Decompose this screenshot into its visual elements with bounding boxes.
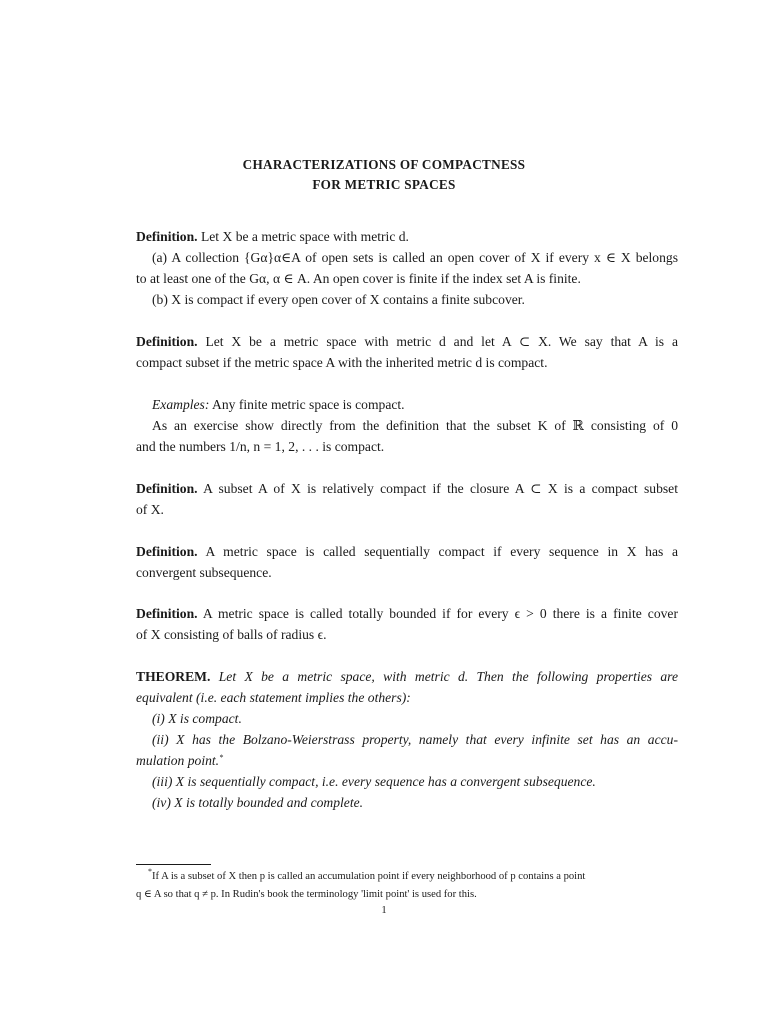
theorem-line-1 xyxy=(136,669,678,685)
theorem-item-i: (i) X is compact. xyxy=(152,711,242,726)
definition-5-line-1 xyxy=(136,606,678,622)
theorem-item-ii-line-1: (ii) X has the Bolzano-Weierstrass property, namely that every infinite set has an accu- xyxy=(152,732,678,747)
footnote-mark: * xyxy=(148,867,152,876)
examples-label: Examples: xyxy=(152,397,210,412)
examples-line-1 xyxy=(152,397,678,413)
theorem-item-ii-text: mulation point. xyxy=(136,753,220,768)
footnote-line-2: q ∈ A so that q ≠ p. In Rudin's book the terminology 'limit point' is used for this. xyxy=(136,889,477,900)
definition-2-line-1 xyxy=(136,334,678,350)
definition-4-text: A metric space is called sequentially compact if every sequence in X has a xyxy=(205,544,678,559)
theorem-text: Let X be a metric space, with metric d. Then the following properties are xyxy=(218,669,678,684)
footnote-line-1 xyxy=(148,867,678,883)
definition-5-line-2: of X consisting of balls of radius ϵ. xyxy=(136,627,327,642)
title-line-2: FOR METRIC SPACES xyxy=(312,177,456,192)
theorem-item-iii: (iii) X is sequentially compact, i.e. every sequence has a convergent subsequence. xyxy=(152,774,596,789)
definition-4-line-2: convergent subsequence. xyxy=(136,565,272,580)
definition-2-text: Let X be a metric space with metric d and let A ⊂ X. We say that A is a xyxy=(205,334,678,349)
definition-2-line-2: compact subset if the metric space A with the inherited metric d is compact. xyxy=(136,355,548,370)
definition-5-text: A metric space is called totally bounded if for every ϵ > 0 there is a finite cover xyxy=(202,606,678,621)
title-line-1: CHARACTERIZATIONS OF COMPACTNESS xyxy=(242,157,526,172)
examples-text: Any finite metric space is compact. xyxy=(212,397,405,412)
theorem-item-ii-line-2 xyxy=(136,753,678,769)
definition-4-heading: Definition. xyxy=(136,544,198,559)
definition-1-a-line-1: (a) A collection {Gα}α∈A of open sets is called an open cover of X if every x ∈ X belongs xyxy=(152,250,678,265)
definition-1-a-line-2: to at least one of the Gα, α ∈ A. An open cover is finite if the index set A is finite. xyxy=(136,271,581,286)
definition-1-intro xyxy=(136,229,678,245)
definition-3-line-2: of X. xyxy=(136,502,164,517)
page-number: 1 xyxy=(381,905,387,916)
definition-1-text: Let X be a metric space with metric d. xyxy=(200,229,409,244)
definition-3-text: A subset A of X is relatively compact if the closure A ⊂ X is a compact subset xyxy=(203,481,678,496)
definition-4-line-1 xyxy=(136,544,678,560)
theorem-heading: THEOREM. xyxy=(136,669,211,684)
definition-3-heading: Definition. xyxy=(136,481,198,496)
definition-3-line-1 xyxy=(136,481,678,497)
definition-1-heading: Definition. xyxy=(136,229,198,244)
theorem-item-iv: (iv) X is totally bounded and complete. xyxy=(152,795,364,810)
definition-2-heading: Definition. xyxy=(136,334,198,349)
definition-1-b-line: (b) X is compact if every open cover of X contains a finite subcover. xyxy=(152,292,525,307)
examples-line-2: As an exercise show directly from the definition that the subset K of ℝ consisting of 0 xyxy=(152,418,678,433)
definition-5-heading: Definition. xyxy=(136,606,198,621)
footnote-divider xyxy=(136,864,211,865)
footnote-text-1: If A is a subset of X then p is called an accumulation point if every neighborhood of p contains a point xyxy=(152,871,586,882)
theorem-line-2: equivalent (i.e. each statement implies the others): xyxy=(136,690,411,705)
examples-line-3: and the numbers 1/n, n = 1, 2, . . . is compact. xyxy=(136,439,385,454)
footnote-reference-mark: * xyxy=(219,753,224,762)
